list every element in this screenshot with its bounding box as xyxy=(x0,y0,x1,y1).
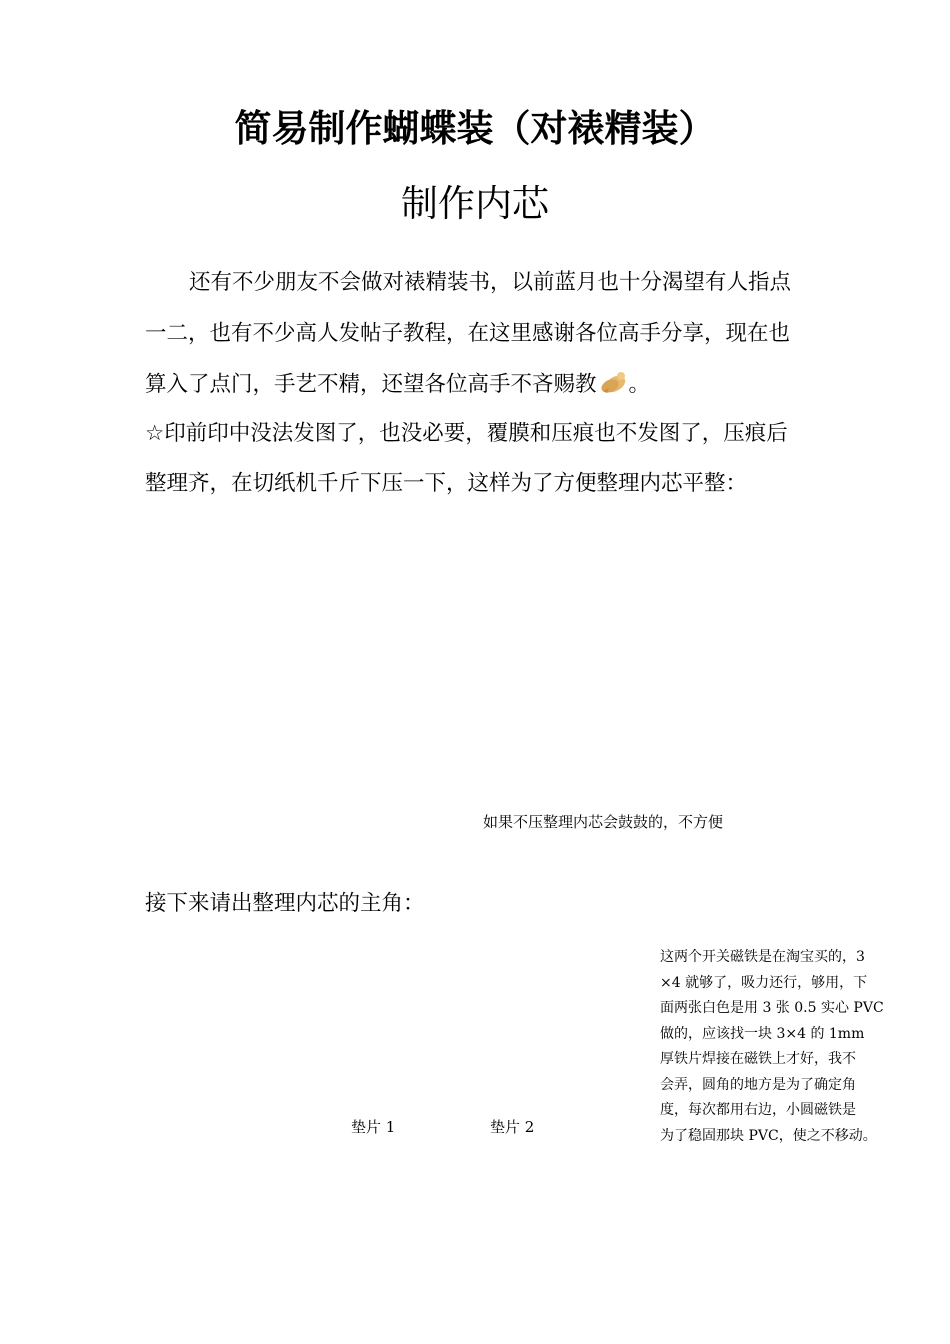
side-note-line: ×4 就够了，吸力还行，够用，下 xyxy=(660,974,868,991)
document-title: 简易制作蝴蝶装（对裱精装） xyxy=(234,107,716,150)
image-caption-1: 如果不压整理内芯会鼓鼓的，不方便 xyxy=(483,813,724,831)
intro-end-punct: 。 xyxy=(628,372,651,397)
side-note-line: 为了稳固那块 PVC，使之不移动。 xyxy=(660,1127,877,1144)
side-note xyxy=(660,945,902,1149)
intro-line-3 xyxy=(145,359,815,410)
intro-line-3-text: 算入了点门，手艺不精，还望各位高手不吝赐教 xyxy=(145,372,597,397)
note-line-1: ☆印前印中没法发图了，也没必要，覆膜和压痕也不发图了，压痕后 xyxy=(145,421,788,446)
side-note-line: 这两个开关磁铁是在淘宝买的，3 xyxy=(660,949,865,965)
intro-line-2: 一二，也有不少高人发帖子教程，在这里感谢各位高手分享，现在也 xyxy=(145,321,791,346)
section-heading: 接下来请出整理内芯的主角： xyxy=(145,891,425,916)
side-note-line: 度，每次都用右边，小圆磁铁是 xyxy=(660,1102,856,1118)
pad-label-1: 垫片 1 xyxy=(351,1118,396,1136)
intro-line-1: 还有不少朋友不会做对裱精装书，以前蓝月也十分渴望有人指点 xyxy=(189,270,792,295)
side-note-line: 面两张白色是用 3 张 0.5 实心 PVC xyxy=(660,1000,884,1016)
side-note-line: 厚铁片焊接在磁铁上才好，我不 xyxy=(660,1051,856,1067)
side-note-line: 会弄，圆角的地方是为了确定角 xyxy=(660,1076,856,1093)
side-note-line: 做的，应该找一块 3×4 的 1mm xyxy=(660,1025,865,1042)
document-subtitle: 制作内芯 xyxy=(401,182,549,225)
pad-label-2: 垫片 2 xyxy=(490,1118,535,1136)
note-line-2: 整理齐，在切纸机千斤下压一下，这样为了方便整理内芯平整： xyxy=(145,471,748,496)
bow-hands-icon xyxy=(597,369,629,395)
